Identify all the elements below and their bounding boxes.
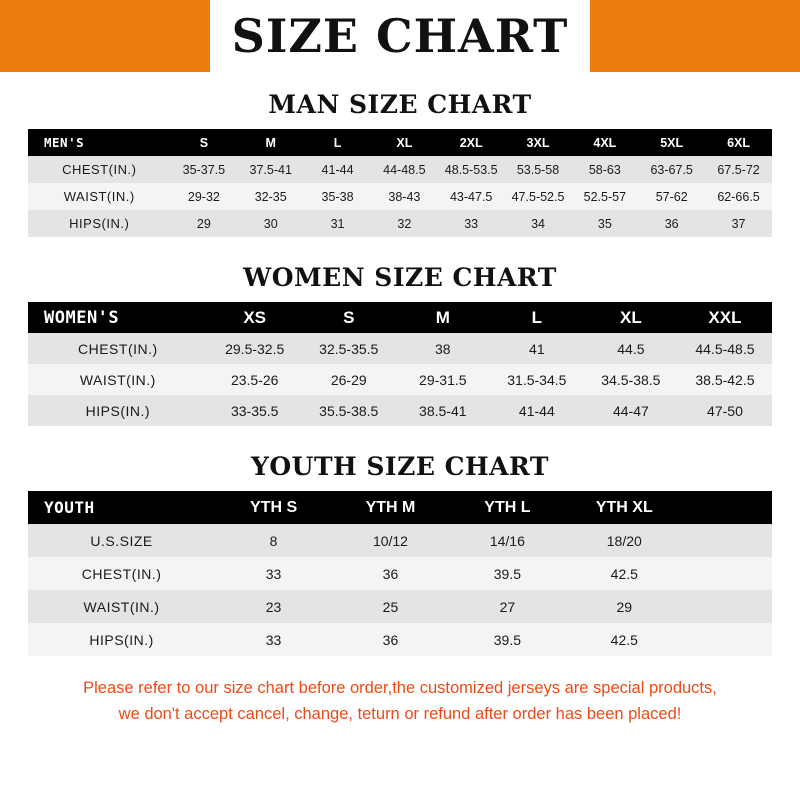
men-hips-3xl: 34 (505, 210, 572, 237)
banner-accent-right (590, 0, 800, 72)
chart-content (0, 72, 800, 727)
men-waist-4xl: 52.5-57 (571, 183, 638, 210)
youth-col-s: YTH S (215, 491, 332, 524)
men-row-label-hips: HIPS(IN.) (28, 210, 170, 237)
men-chest-5xl: 63-67.5 (638, 156, 705, 183)
youth-ussize-spacer (683, 524, 772, 557)
youth-waist-m: 25 (332, 590, 449, 623)
men-hips-m: 30 (237, 210, 304, 237)
men-hips-6xl: 37 (705, 210, 772, 237)
youth-chest-spacer (683, 557, 772, 590)
men-col-3xl: 3XL (505, 129, 572, 156)
header-banner (0, 0, 800, 72)
women-hips-s: 35.5-38.5 (302, 395, 396, 426)
youth-ussize-l: 14/16 (449, 524, 566, 557)
men-chest-3xl: 53.5-58 (505, 156, 572, 183)
table-row (28, 210, 772, 237)
women-size-table-wrap (28, 302, 772, 426)
men-waist-xl: 38-43 (371, 183, 438, 210)
women-hips-xxl: 47-50 (678, 395, 772, 426)
men-row-header: MEN'S (28, 129, 170, 156)
men-waist-s: 29-32 (170, 183, 237, 210)
women-col-xs: XS (208, 302, 302, 333)
men-hips-2xl: 33 (438, 210, 505, 237)
men-col-4xl: 4XL (571, 129, 638, 156)
men-waist-l: 35-38 (304, 183, 371, 210)
women-waist-l: 31.5-34.5 (490, 364, 584, 395)
women-chest-m: 38 (396, 333, 490, 364)
section-title-men: MAN SIZE CHART (268, 90, 532, 119)
youth-hips-l: 39.5 (449, 623, 566, 656)
men-chest-xl: 44-48.5 (371, 156, 438, 183)
youth-col-m: YTH M (332, 491, 449, 524)
youth-col-spacer (683, 491, 772, 524)
footer-note-line-2: we don't accept cancel, change, teturn or refund after order has been placed! (118, 704, 682, 723)
women-row-label-chest: CHEST(IN.) (28, 333, 208, 364)
table-row (28, 524, 772, 557)
women-waist-s: 26-29 (302, 364, 396, 395)
women-row-label-hips: HIPS(IN.) (28, 395, 208, 426)
men-waist-m: 32-35 (237, 183, 304, 210)
women-chest-s: 32.5-35.5 (302, 333, 396, 364)
youth-hips-xl: 42.5 (566, 623, 683, 656)
table-header-row (28, 491, 772, 524)
table-header-row (28, 302, 772, 333)
women-waist-xl: 34.5-38.5 (584, 364, 678, 395)
women-col-s: S (302, 302, 396, 333)
table-row (28, 156, 772, 183)
youth-waist-xl: 29 (566, 590, 683, 623)
youth-chest-xl: 42.5 (566, 557, 683, 590)
youth-row-label-chest: CHEST(IN.) (28, 557, 215, 590)
men-chest-m: 37.5-41 (237, 156, 304, 183)
women-waist-xxl: 38.5-42.5 (678, 364, 772, 395)
table-row (28, 395, 772, 426)
men-waist-3xl: 47.5-52.5 (505, 183, 572, 210)
men-size-table (28, 129, 772, 237)
table-row (28, 364, 772, 395)
men-hips-s: 29 (170, 210, 237, 237)
women-row-label-waist: WAIST(IN.) (28, 364, 208, 395)
women-chest-l: 41 (490, 333, 584, 364)
men-row-label-waist: WAIST(IN.) (28, 183, 170, 210)
women-waist-xs: 23.5-26 (208, 364, 302, 395)
women-hips-l: 41-44 (490, 395, 584, 426)
section-title-youth: YOUTH SIZE CHART (251, 452, 549, 481)
banner-accent-left (0, 0, 210, 72)
youth-size-table-wrap (28, 491, 772, 656)
women-chest-xl: 44.5 (584, 333, 678, 364)
women-hips-xl: 44-47 (584, 395, 678, 426)
youth-waist-s: 23 (215, 590, 332, 623)
women-col-l: L (490, 302, 584, 333)
men-waist-5xl: 57-62 (638, 183, 705, 210)
women-chest-xxl: 44.5-48.5 (678, 333, 772, 364)
youth-ussize-m: 10/12 (332, 524, 449, 557)
men-waist-2xl: 43-47.5 (438, 183, 505, 210)
table-row (28, 557, 772, 590)
men-chest-2xl: 48.5-53.5 (438, 156, 505, 183)
men-col-s: S (170, 129, 237, 156)
women-col-xl: XL (584, 302, 678, 333)
youth-row-label-waist: WAIST(IN.) (28, 590, 215, 623)
women-col-xxl: XXL (678, 302, 772, 333)
youth-waist-spacer (683, 590, 772, 623)
youth-chest-s: 33 (215, 557, 332, 590)
table-row (28, 590, 772, 623)
youth-hips-m: 36 (332, 623, 449, 656)
footer-note (28, 676, 772, 727)
men-col-xl: XL (371, 129, 438, 156)
men-col-l: L (304, 129, 371, 156)
men-hips-l: 31 (304, 210, 371, 237)
men-hips-5xl: 36 (638, 210, 705, 237)
men-size-table-wrap (28, 129, 772, 237)
men-row-label-chest: CHEST(IN.) (28, 156, 170, 183)
table-row (28, 623, 772, 656)
youth-hips-spacer (683, 623, 772, 656)
youth-ussize-s: 8 (215, 524, 332, 557)
men-chest-s: 35-37.5 (170, 156, 237, 183)
page-title: SIZE CHART (231, 9, 569, 63)
youth-hips-s: 33 (215, 623, 332, 656)
men-chest-4xl: 58-63 (571, 156, 638, 183)
women-col-m: M (396, 302, 490, 333)
youth-row-header: YOUTH (28, 491, 215, 524)
women-size-table (28, 302, 772, 426)
women-hips-m: 38.5-41 (396, 395, 490, 426)
men-hips-4xl: 35 (571, 210, 638, 237)
section-title-women: WOMEN SIZE CHART (243, 263, 557, 292)
youth-col-xl: YTH XL (566, 491, 683, 524)
women-waist-m: 29-31.5 (396, 364, 490, 395)
table-row (28, 333, 772, 364)
youth-col-l: YTH L (449, 491, 566, 524)
table-row (28, 183, 772, 210)
footer-note-line-1: Please refer to our size chart before order,the customized jerseys are special products, (83, 679, 717, 697)
youth-ussize-xl: 18/20 (566, 524, 683, 557)
youth-row-label-hips: HIPS(IN.) (28, 623, 215, 656)
men-chest-6xl: 67.5-72 (705, 156, 772, 183)
women-chest-xs: 29.5-32.5 (208, 333, 302, 364)
women-hips-xs: 33-35.5 (208, 395, 302, 426)
men-col-m: M (237, 129, 304, 156)
table-header-row (28, 129, 772, 156)
men-col-2xl: 2XL (438, 129, 505, 156)
youth-row-label-ussize: U.S.SIZE (28, 524, 215, 557)
youth-waist-l: 27 (449, 590, 566, 623)
youth-chest-l: 39.5 (449, 557, 566, 590)
youth-chest-m: 36 (332, 557, 449, 590)
women-row-header: WOMEN'S (28, 302, 208, 333)
men-chest-l: 41-44 (304, 156, 371, 183)
men-waist-6xl: 62-66.5 (705, 183, 772, 210)
men-col-6xl: 6XL (705, 129, 772, 156)
men-col-5xl: 5XL (638, 129, 705, 156)
youth-size-table (28, 491, 772, 656)
men-hips-xl: 32 (371, 210, 438, 237)
